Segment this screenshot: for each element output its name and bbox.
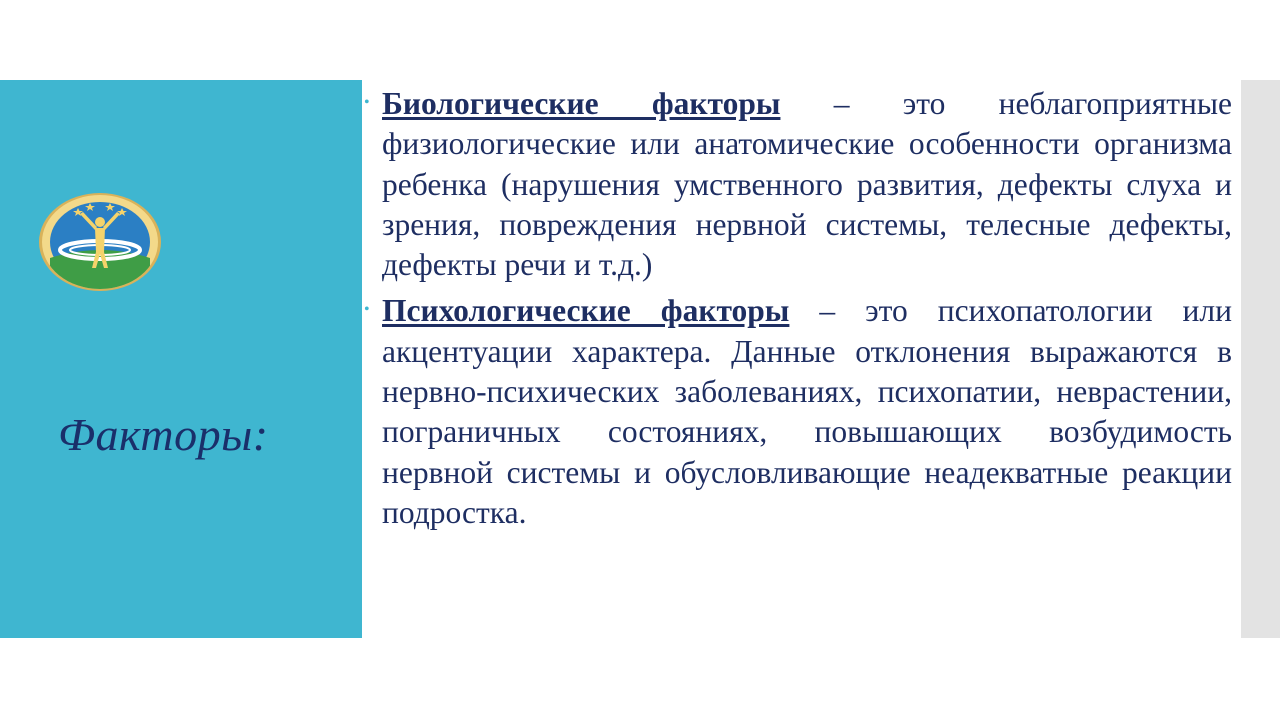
bullet-list	[366, 84, 1232, 539]
bullet-dot-icon: •	[364, 301, 370, 319]
slide-title: Факторы:	[58, 409, 269, 460]
bullet-text: – это неблагоприятные физиологические или анатомические особенности организма ребенка (нарушения умственного развития, дефекты слуха и зрения, повреждения нервной системы, телесные дефекты, дефекты речи и т.д.)	[382, 86, 1232, 283]
bullet-term: Биологические факторы	[382, 86, 781, 121]
institute-emblem-icon	[38, 192, 162, 292]
left-panel	[0, 80, 362, 638]
bullet-psychological	[366, 291, 1232, 533]
bullet-biological	[366, 84, 1232, 285]
bullet-dot-icon: •	[364, 94, 370, 111]
bullet-text: – это психопатологии или акцентуации характера. Данные отклонения выражаются в нервно-психических заболеваниях, психопатии, неврастении, пограничных состояниях, повышающих возбудимость нервной системы и обусловливающие неадекватные реакции подростка.	[382, 293, 1232, 530]
right-decor-strip	[1241, 80, 1280, 638]
bullet-term: Психологические факторы	[382, 293, 790, 329]
